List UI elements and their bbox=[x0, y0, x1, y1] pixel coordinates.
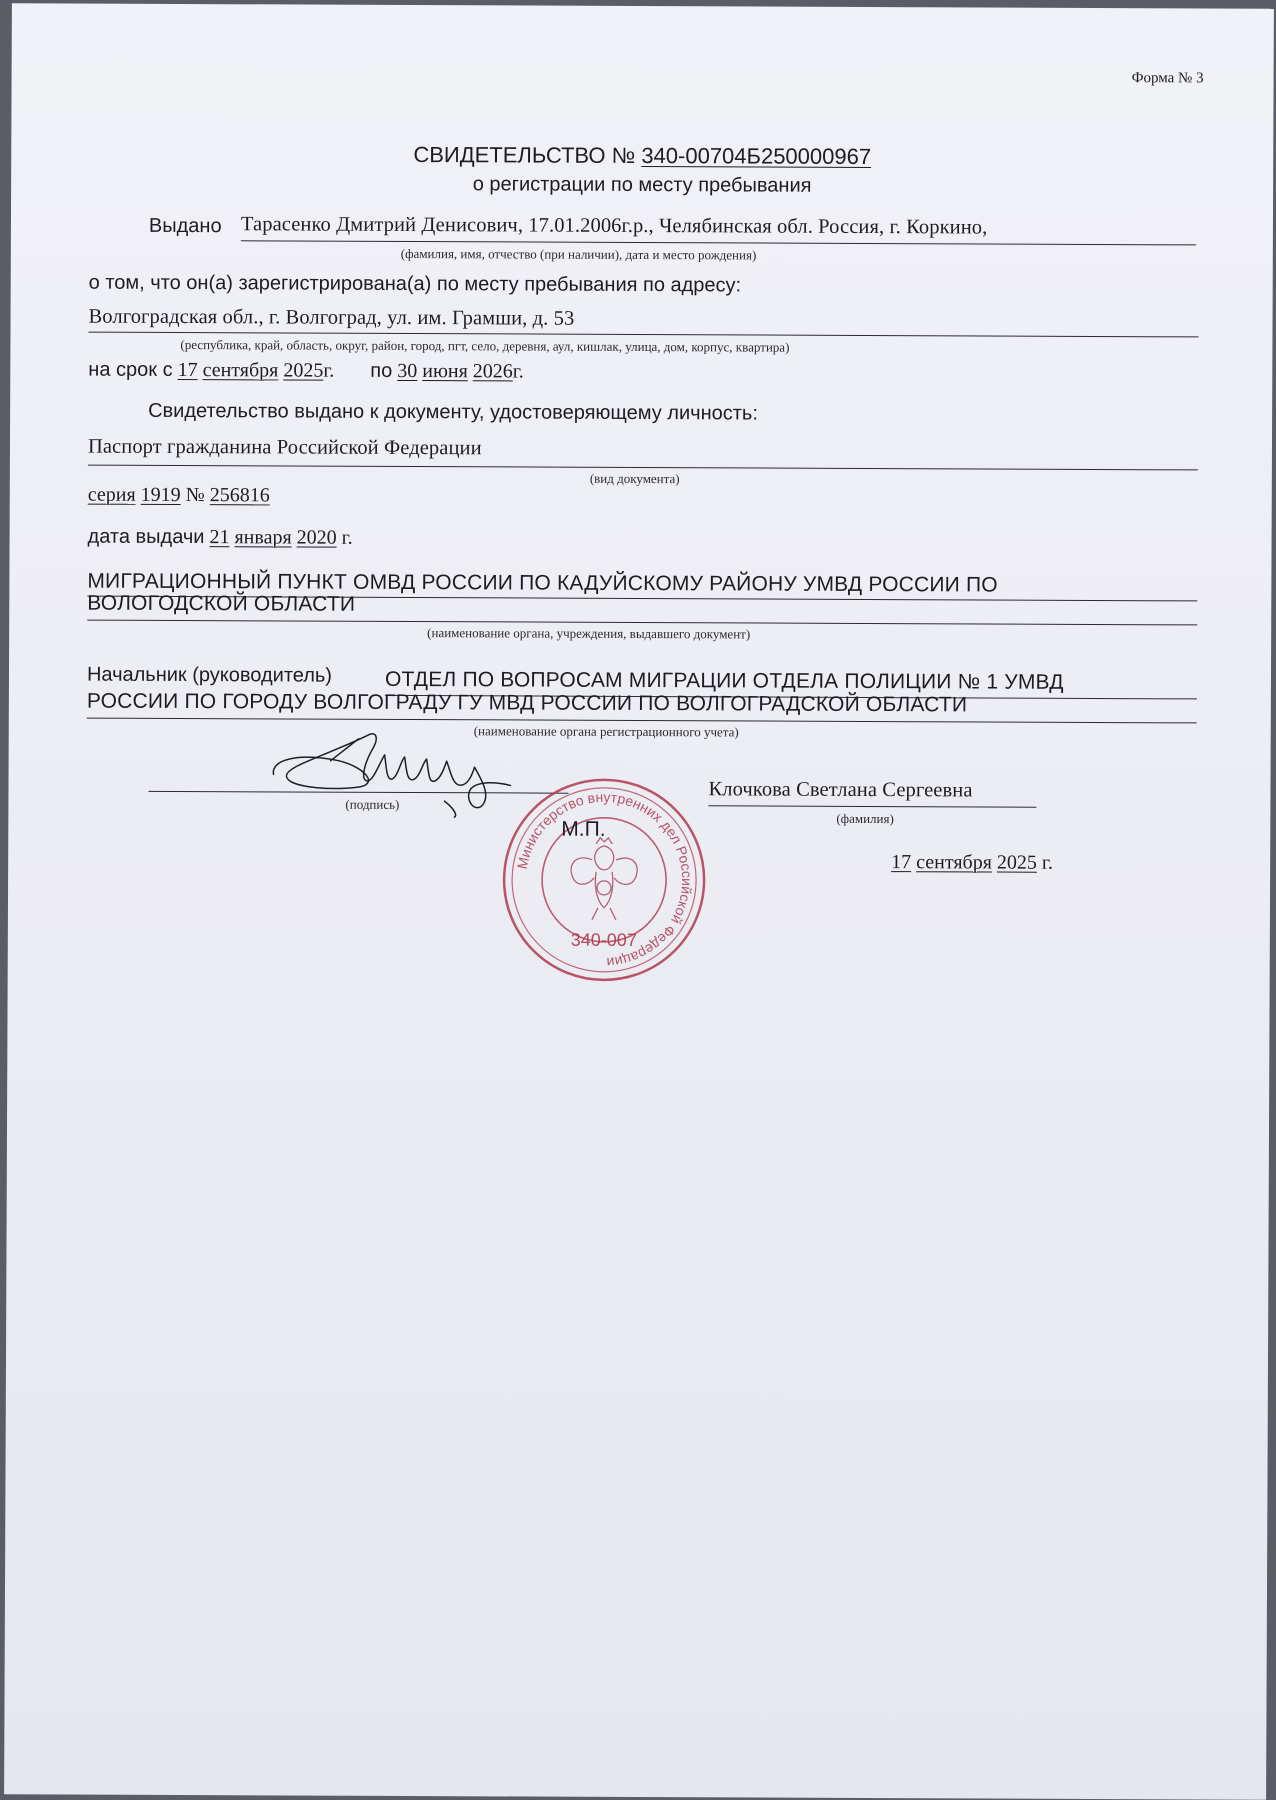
issued-label: Выдано bbox=[148, 214, 222, 238]
document-sheet bbox=[4, 3, 1274, 1799]
certificate-title bbox=[11, 140, 1273, 172]
issue-date-line bbox=[88, 526, 353, 550]
term-to-label: по bbox=[370, 359, 393, 382]
term-to-month: июня bbox=[422, 360, 468, 383]
official-stamp bbox=[492, 767, 717, 992]
doc-type-rule bbox=[88, 465, 1198, 471]
term-from-month: сентября bbox=[202, 359, 279, 382]
seal-ring-text: Министерство внутренних дел Российской Федерации bbox=[513, 788, 696, 971]
certificate-number: 340-00704Б250000967 bbox=[641, 143, 872, 170]
seal-label: М.П. bbox=[561, 817, 606, 841]
reg-body-rule2 bbox=[87, 718, 1197, 724]
official-hint: (фамилия) bbox=[836, 810, 894, 827]
term-to-suffix: г. bbox=[512, 360, 524, 383]
issuer-line2: ВОЛОГОДСКОЙ ОБЛАСТИ bbox=[87, 591, 356, 616]
official-rule bbox=[708, 805, 1036, 807]
term-to-day: 30 bbox=[397, 359, 418, 383]
term-from-year: 2025 bbox=[283, 359, 324, 382]
number-value: 256816 bbox=[209, 484, 270, 507]
issued-to: Тарасенко Дмитрий Денисович, 17.01.2006г.р., Челябинская обл. Россия, г. Коркино, bbox=[240, 213, 988, 239]
signing-month: сентября bbox=[916, 851, 992, 874]
doc-type-hint: (вид документа) bbox=[589, 470, 680, 487]
issue-date-label: дата выдачи bbox=[87, 525, 205, 549]
issued-rule bbox=[241, 240, 1196, 245]
issue-suffix: г. bbox=[341, 526, 353, 549]
number-label: № bbox=[185, 484, 205, 507]
reg-body-hint: (наименование органа регистрационного учета) bbox=[473, 723, 739, 740]
reg-body-line1: ОТДЕЛ ПО ВОПРОСАМ МИГРАЦИИ ОТДЕЛА ПОЛИЦИИ № 1 УМВД bbox=[384, 667, 1064, 694]
doc-text: Свидетельство выдано к документу, удостоверяющему личность: bbox=[148, 399, 758, 425]
reg-body-line2: РОССИИ ПО ГОРОДУ ВОЛГОГРАДУ ГУ МВД РОССИИ ПО ВОЛГОГРАДСКОЙ ОБЛАСТИ bbox=[86, 689, 968, 717]
handwritten-signature bbox=[268, 724, 528, 820]
official-name: Клочкова Светлана Сергеевна bbox=[708, 778, 973, 802]
seal-code: 340-007 bbox=[570, 929, 637, 950]
term-to-year: 2026 bbox=[472, 360, 513, 383]
address-hint: (республика, край, область, округ, район, город, пгт, село, деревня, аул, кишлак, улица, дом, корпус, квартира) bbox=[180, 336, 790, 355]
issue-day: 21 bbox=[209, 526, 230, 549]
signing-day: 17 bbox=[891, 851, 912, 874]
series-value: 1919 bbox=[140, 483, 181, 506]
signature-hint: (подпись) bbox=[345, 796, 400, 812]
issuer-rule2 bbox=[87, 620, 1197, 626]
term-from-label: на срок с bbox=[88, 358, 173, 381]
issuer-line1: МИГРАЦИОННЫЙ ПУНКТ ОМВД РОССИИ ПО КАДУЙСКОМУ РАЙОНУ УМВД РОССИИ ПО bbox=[87, 569, 998, 597]
chief-label: Начальник (руководитель) bbox=[86, 663, 333, 687]
series-line bbox=[88, 484, 270, 508]
series-label: серия bbox=[87, 483, 136, 506]
issued-hint: (фамилия, имя, отчество (при наличии), дата и место рождения) bbox=[400, 245, 757, 263]
signing-date bbox=[891, 851, 1053, 875]
doc-type: Паспорт гражданина Российской Федерации bbox=[87, 435, 482, 460]
signing-year: 2025 bbox=[996, 851, 1037, 874]
registered-text: о том, что он(а) зарегистрирована(а) по месту пребывания по адресу: bbox=[88, 271, 742, 297]
issue-month: января bbox=[234, 526, 292, 549]
issue-year: 2020 bbox=[296, 526, 337, 549]
eagle-emblem-icon bbox=[571, 838, 637, 920]
issuer-hint: (наименование органа, учреждения, выдавшего документ) bbox=[427, 625, 751, 642]
form-number: Форма № 3 bbox=[1131, 70, 1204, 87]
term-line bbox=[88, 359, 524, 384]
title-prefix: СВИДЕТЕЛЬСТВО № bbox=[413, 142, 636, 168]
certificate-subtitle: о регистрации по месту пребывания bbox=[472, 173, 812, 197]
term-from-day: 17 bbox=[177, 358, 198, 382]
address: Волгоградская обл., г. Волгоград, ул. им. Грамши, д. 53 bbox=[88, 305, 575, 330]
term-from-suffix: г. bbox=[323, 359, 335, 382]
signing-suffix: г. bbox=[1041, 851, 1053, 874]
